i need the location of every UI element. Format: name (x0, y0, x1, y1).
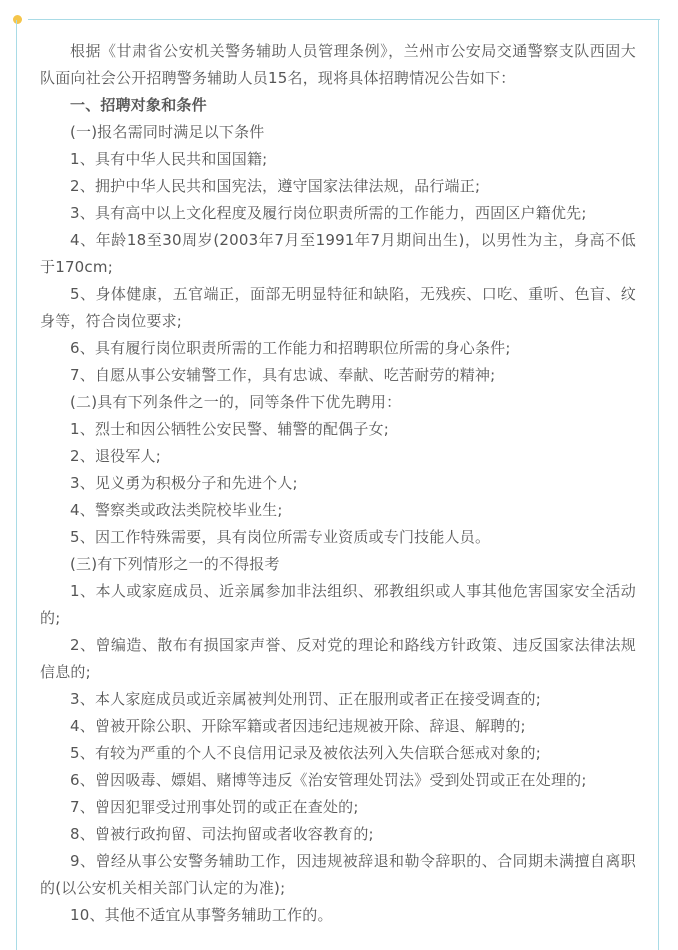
paragraph: 1、具有中华人民共和国国籍; (70, 150, 268, 168)
paragraph: 5、有较为严重的个人不良信用记录及被依法列入失信联合惩戒对象的; (70, 744, 542, 762)
paragraph: 2、曾编造、散布有损国家声誉、反对党的理论和路线方针政策、违反国家法律法规信息的; (40, 636, 636, 681)
paragraph: 6、曾因吸毒、嫖娼、赌博等违反《治安管理处罚法》受到处罚或正在处理的; (70, 771, 587, 789)
section-heading: 一、招聘对象和条件 (70, 96, 207, 114)
paragraph: 6、具有履行岗位职责所需的工作能力和招聘职位所需的身心条件; (70, 339, 511, 357)
paragraph: 1、烈士和因公牺牲公安民警、辅警的配偶子女; (70, 420, 389, 438)
paragraph: (三)有下列情形之一的不得报考 (70, 555, 280, 573)
paragraph: (一)报名需同时满足以下条件 (70, 123, 265, 141)
paragraph: 7、自愿从事公安辅警工作，具有忠诚、奉献、吃苦耐劳的精神; (70, 366, 496, 384)
paragraph: 2、退役军人; (70, 447, 161, 465)
paragraph: 7、曾因犯罪受过刑事处罚的或正在查处的; (70, 798, 359, 816)
paragraph: 3、见义勇为积极分子和先进个人; (70, 474, 298, 492)
article-body (40, 38, 636, 929)
paragraph: 5、因工作特殊需要，具有岗位所需专业资质或专门技能人员。 (70, 528, 491, 546)
paragraph: 4、曾被开除公职、开除军籍或者因违纪违规被开除、辞退、解聘的; (70, 717, 526, 735)
paragraph: 4、警察类或政法类院校毕业生; (70, 501, 283, 519)
paragraph: 8、曾被行政拘留、司法拘留或者收容教育的; (70, 825, 374, 843)
paragraph: 5、身体健康，五官端正，面部无明显特征和缺陷，无残疾、口吃、重听、色盲、纹身等，符合岗位要求; (40, 285, 636, 330)
paragraph: (二)具有下列条件之一的，同等条件下优先聘用： (70, 393, 402, 411)
paragraph: 1、本人或家庭成员、近亲属参加非法组织、邪教组织或人事其他危害国家安全活动的; (40, 582, 636, 627)
paragraph: 4、年龄18至30周岁(2003年7月至1991年7月期间出生)，以男性为主，身高不低于170cm; (40, 231, 636, 276)
paragraph: 9、曾经从事公安警务辅助工作，因违规被辞退和勒令辞职的、合同期未满擅自离职的(以公安机关相关部门认定的为准); (40, 852, 636, 897)
paragraph: 10、其他不适宜从事警务辅助工作的。 (70, 906, 333, 924)
paragraph: 2、拥护中华人民共和国宪法，遵守国家法律法规，品行端正; (70, 177, 481, 195)
paragraph: 根据《甘肃省公安机关警务辅助人员管理条例》，兰州市公安局交通警察支队西固大队面向社会公开招聘警务辅助人员15名，现将具体招聘情况公告如下： (40, 42, 636, 87)
paragraph: 3、本人家庭成员或近亲属被判处刑罚、正在服刑或者正在接受调查的; (70, 690, 542, 708)
paragraph: 3、具有高中以上文化程度及履行岗位职责所需的工作能力，西固区户籍优先; (70, 204, 587, 222)
